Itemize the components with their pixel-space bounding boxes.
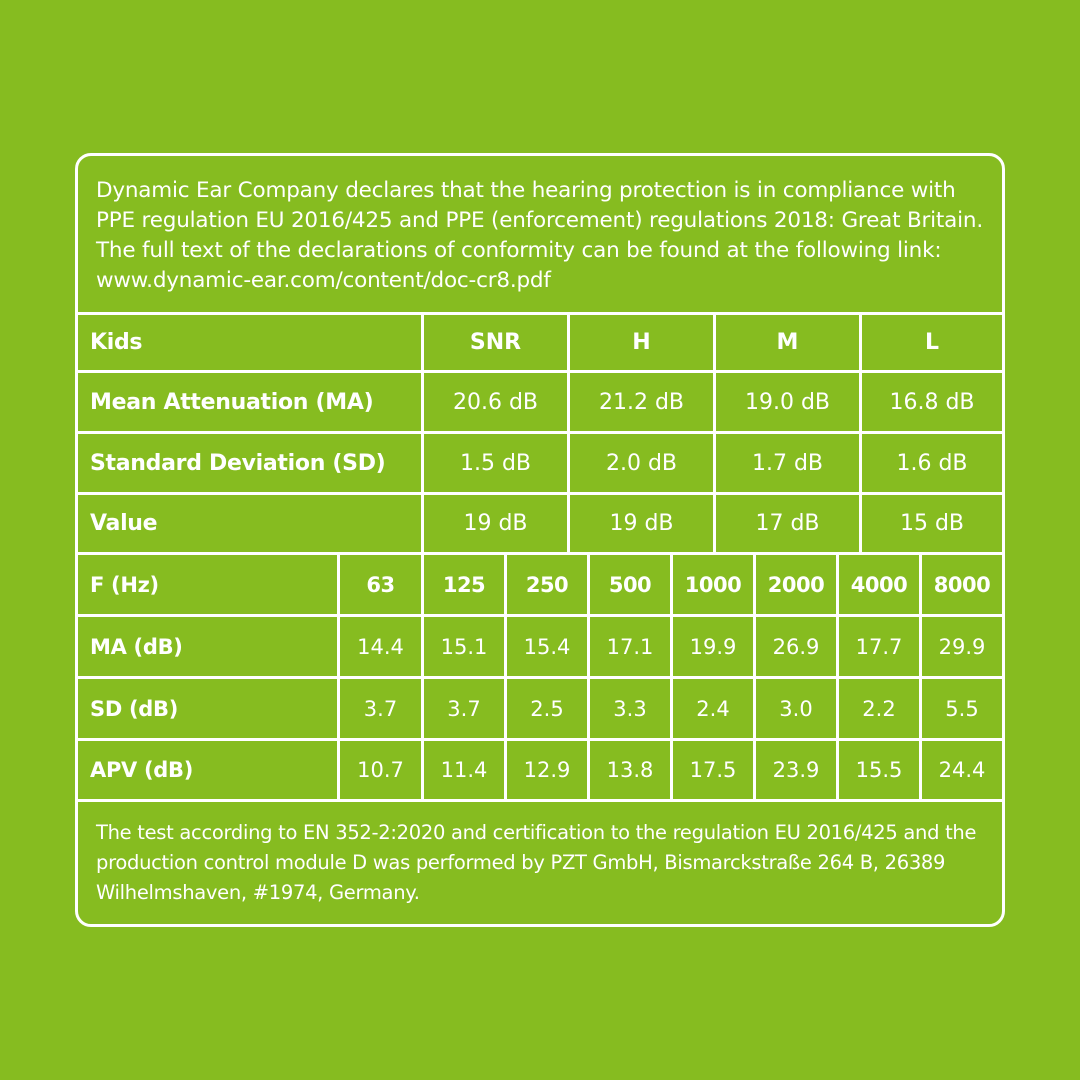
frequency-value-cell: 29.9: [938, 634, 986, 659]
summary-header-cell: SNR: [469, 330, 522, 355]
summary-value-cell: 16.8 dB: [889, 389, 975, 415]
frequency-header-cell: 63: [366, 572, 395, 597]
frequency-value-cell: 10.7: [357, 758, 404, 782]
table-grid-line: [78, 738, 1002, 741]
frequency-row-label: SD (dB): [90, 696, 179, 721]
frequency-header-cell: 8000: [933, 572, 991, 597]
table-grid-line: [78, 552, 1002, 555]
summary-value-cell: 2.0 dB: [605, 450, 678, 476]
table-grid-line: [78, 312, 1002, 315]
summary-value-cell: 17 dB: [755, 511, 820, 536]
frequency-value-cell: 3.0: [779, 696, 813, 721]
summary-value-cell: 15 dB: [899, 511, 965, 536]
frequency-header-cell: 1000: [684, 572, 742, 597]
frequency-value-cell: 2.4: [696, 696, 730, 721]
frequency-value-cell: 17.1: [606, 634, 654, 659]
frequency-value-cell: 24.4: [938, 758, 986, 782]
summary-row-label: Value: [90, 511, 158, 536]
summary-value-cell: 19 dB: [463, 511, 528, 536]
summary-value-cell: 19.0 dB: [744, 389, 831, 415]
frequency-value-cell: 15.5: [855, 758, 903, 782]
frequency-header-cell: 500: [608, 572, 652, 597]
frequency-value-cell: 19.9: [689, 634, 737, 659]
frequency-header-cell: F (Hz): [90, 572, 159, 597]
frequency-value-cell: 14.4: [357, 634, 404, 659]
summary-row-label: Mean Attenuation (MA): [90, 389, 374, 415]
declaration-card: [75, 153, 1005, 927]
frequency-value-cell: 5.5: [945, 696, 979, 721]
frequency-value-cell: 11.4: [440, 758, 488, 782]
table-grid-line: [78, 492, 1002, 495]
summary-value-cell: 1.5 dB: [459, 450, 532, 476]
frequency-value-cell: 15.1: [440, 634, 488, 659]
table-grid-line: [78, 370, 1002, 373]
frequency-value-cell: 26.9: [772, 634, 820, 659]
table-grid-line: [78, 799, 1002, 802]
frequency-value-cell: 17.5: [689, 758, 737, 782]
frequency-value-cell: 12.9: [523, 758, 571, 782]
summary-row-label: Standard Deviation (SD): [90, 450, 386, 476]
frequency-value-cell: 2.5: [530, 696, 564, 721]
frequency-row-label: MA (dB): [90, 634, 183, 659]
summary-value-cell: 21.2 dB: [598, 389, 685, 415]
summary-header-cell: M: [776, 330, 799, 355]
frequency-value-cell: 17.7: [855, 634, 903, 659]
summary-value-cell: 20.6 dB: [452, 389, 539, 415]
frequency-value-cell: 3.3: [613, 696, 647, 721]
frequency-header-cell: 250: [525, 572, 569, 597]
table-grid-line: [78, 614, 1002, 617]
summary-header-cell: Kids: [90, 330, 143, 355]
certification-text: The test according to EN 352-2:2020 and certification to the regulation EU 2016/425 and the production control module D was performed by PZT GmbH, Bismarckstraße 264 B, 26389 Wilhelmshaven, #1974, Germany.: [96, 821, 977, 904]
table-grid-line: [78, 676, 1002, 679]
summary-header-cell: L: [924, 330, 940, 355]
conformity-declaration-text: Dynamic Ear Company declares that the hearing protection is in compliance with PPE regulation EU 2016/425 and PPE (enforcement) regulations 2018: Great Britain. The full text of the declarations of conformity can be found at the following link: www.dynamic-ear.com/content/doc-cr8.pdf: [96, 178, 983, 293]
frequency-header-cell: 125: [442, 572, 486, 597]
frequency-value-cell: 23.9: [772, 758, 820, 782]
frequency-row-label: APV (dB): [90, 758, 194, 782]
table-grid-line: [78, 431, 1002, 434]
summary-value-cell: 1.6 dB: [896, 450, 968, 476]
frequency-value-cell: 2.2: [862, 696, 896, 721]
frequency-value-cell: 3.7: [447, 696, 481, 721]
frequency-header-cell: 4000: [850, 572, 908, 597]
summary-header-cell: H: [632, 330, 651, 355]
frequency-value-cell: 13.8: [606, 758, 654, 782]
summary-value-cell: 19 dB: [609, 511, 674, 536]
frequency-value-cell: 15.4: [523, 634, 571, 659]
summary-value-cell: 1.7 dB: [751, 450, 824, 476]
frequency-value-cell: 3.7: [363, 696, 398, 721]
frequency-header-cell: 2000: [767, 572, 825, 597]
